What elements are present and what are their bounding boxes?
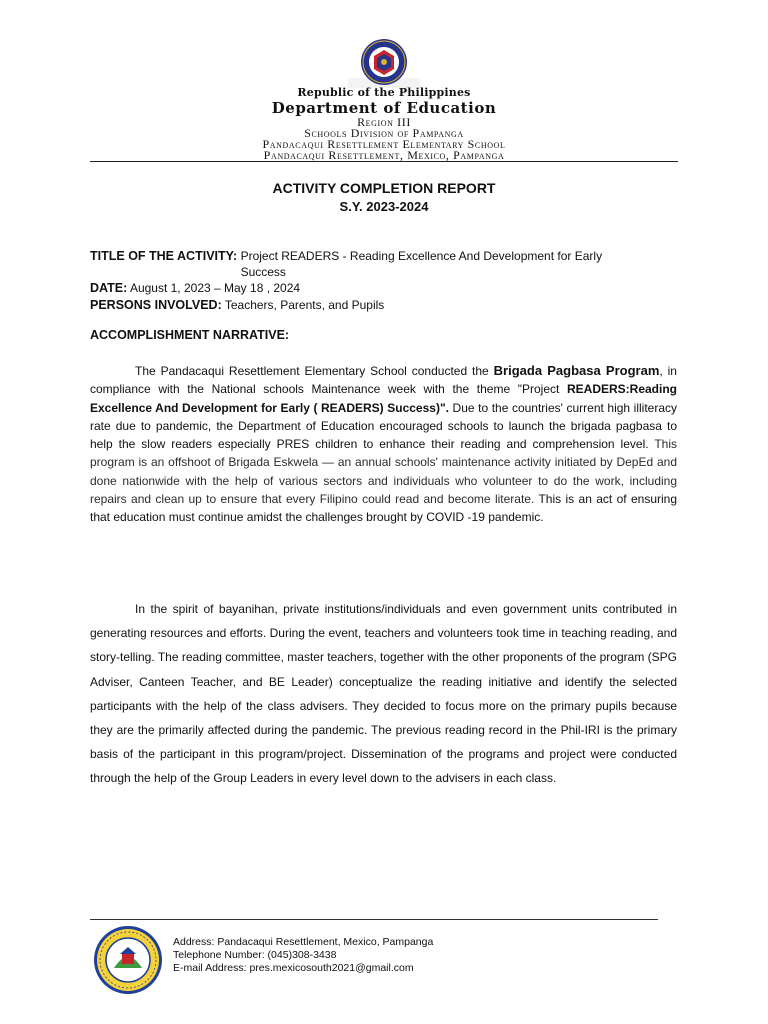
deped-seal-icon: [346, 38, 422, 90]
p1-sentence-3: Due to the countries' current high illiteracy rate due to pandemic, the Department of Education encouraged schools to launch the brigada pagbasa to help the slow readers especially PRES children to enhance their reading and comprehension level.: [90, 400, 677, 452]
header-address: Pandacaqui Resettlement, Mexico, Pampanga: [263, 148, 505, 162]
header-division: Schools Division of Pampanga: [304, 126, 464, 140]
p1-theme: READERS:Reading Excellence And Development for Early ( READERS) Success)".: [90, 382, 677, 415]
header-republic: Republic of the Philippines: [297, 86, 471, 99]
footer-address: Address: Pandacaqui Resettlement, Mexico, Pampanga: [173, 936, 434, 948]
report-title: ACTIVITY COMPLETION REPORT: [272, 180, 496, 196]
report-school-year: S.Y. 2023-2024: [339, 199, 429, 214]
persons-label: PERSONS INVOLVED:: [90, 298, 222, 312]
p2-text: In the spirit of bayanihan, private institutions/individuals and even government units contributed in generating resources and efforts. During the event, teachers and volunteers took time in teaching reading, and story-telling. The reading committee, master teachers, together with the other proponents of the program (SPG Adviser, Canteen Teacher, and BE Leader) conceptualize the reading initiative and identify the selected participants with the help of the class advisers. They decided to focus more on the primary pupils because they are the primarily affected during the pandemic. The previous reading record in the Phil-IRI is the primary basis of the participant in this program/project. Dissemination of the programs and project were conducted through the help of the Group Leaders in every level down to the advisers in each class.: [90, 602, 677, 786]
date-value: August 1, 2023 – May 18 , 2024: [129, 281, 301, 295]
p1-sentence-4: This program is an offshoot of Brigada Eskwela — an annual schools' maintenance activity initiated by DepEd and done nationwide with the help of various sectors and individuals who volunteer to do the work, including repairs and clean up to ensure that every Filipino could read and become literate.: [90, 437, 678, 507]
narrative-heading: ACCOMPLISHMENT NARRATIVE:: [90, 328, 290, 342]
p1-sentence-2: , in compliance with the National schools Maintenance week with the theme "Project: [90, 364, 677, 397]
header-region: Region III: [357, 115, 411, 129]
activity-title-row: [90, 248, 680, 280]
date-label: DATE:: [90, 281, 128, 295]
school-seal-icon: [92, 924, 164, 996]
footer-email[interactable]: E-mail Address: pres.mexicosouth2021@gmail.com: [173, 962, 414, 974]
date-row: [90, 280, 300, 296]
header-department: Department of Education: [271, 99, 497, 117]
p1-program-name: Brigada Pagbasa Program: [493, 363, 660, 378]
header-divider: [90, 161, 678, 162]
header-school: Pandacaqui Resettlement Elementary School: [262, 137, 506, 151]
persons-value: Teachers, Parents, and Pupils: [224, 298, 385, 312]
p1-sentence-1: The Pandacaqui Resettlement Elementary School conducted the: [135, 364, 489, 378]
persons-row: [90, 297, 384, 313]
narrative-paragraph-2: [90, 597, 677, 791]
activity-label: TITLE OF THE ACTIVITY:: [90, 249, 238, 263]
footer-divider: [90, 919, 658, 920]
footer-telephone: Telephone Number: (045)308-3438: [173, 949, 337, 961]
p1-sentence-5: This is an act of ensuring that education must continue amidst the challenges brought by COVID -19 pandemic.: [90, 492, 677, 525]
activity-value: Project READERS - Reading Excellence And Development for Early Success: [240, 249, 603, 279]
narrative-paragraph-1: [90, 362, 677, 527]
